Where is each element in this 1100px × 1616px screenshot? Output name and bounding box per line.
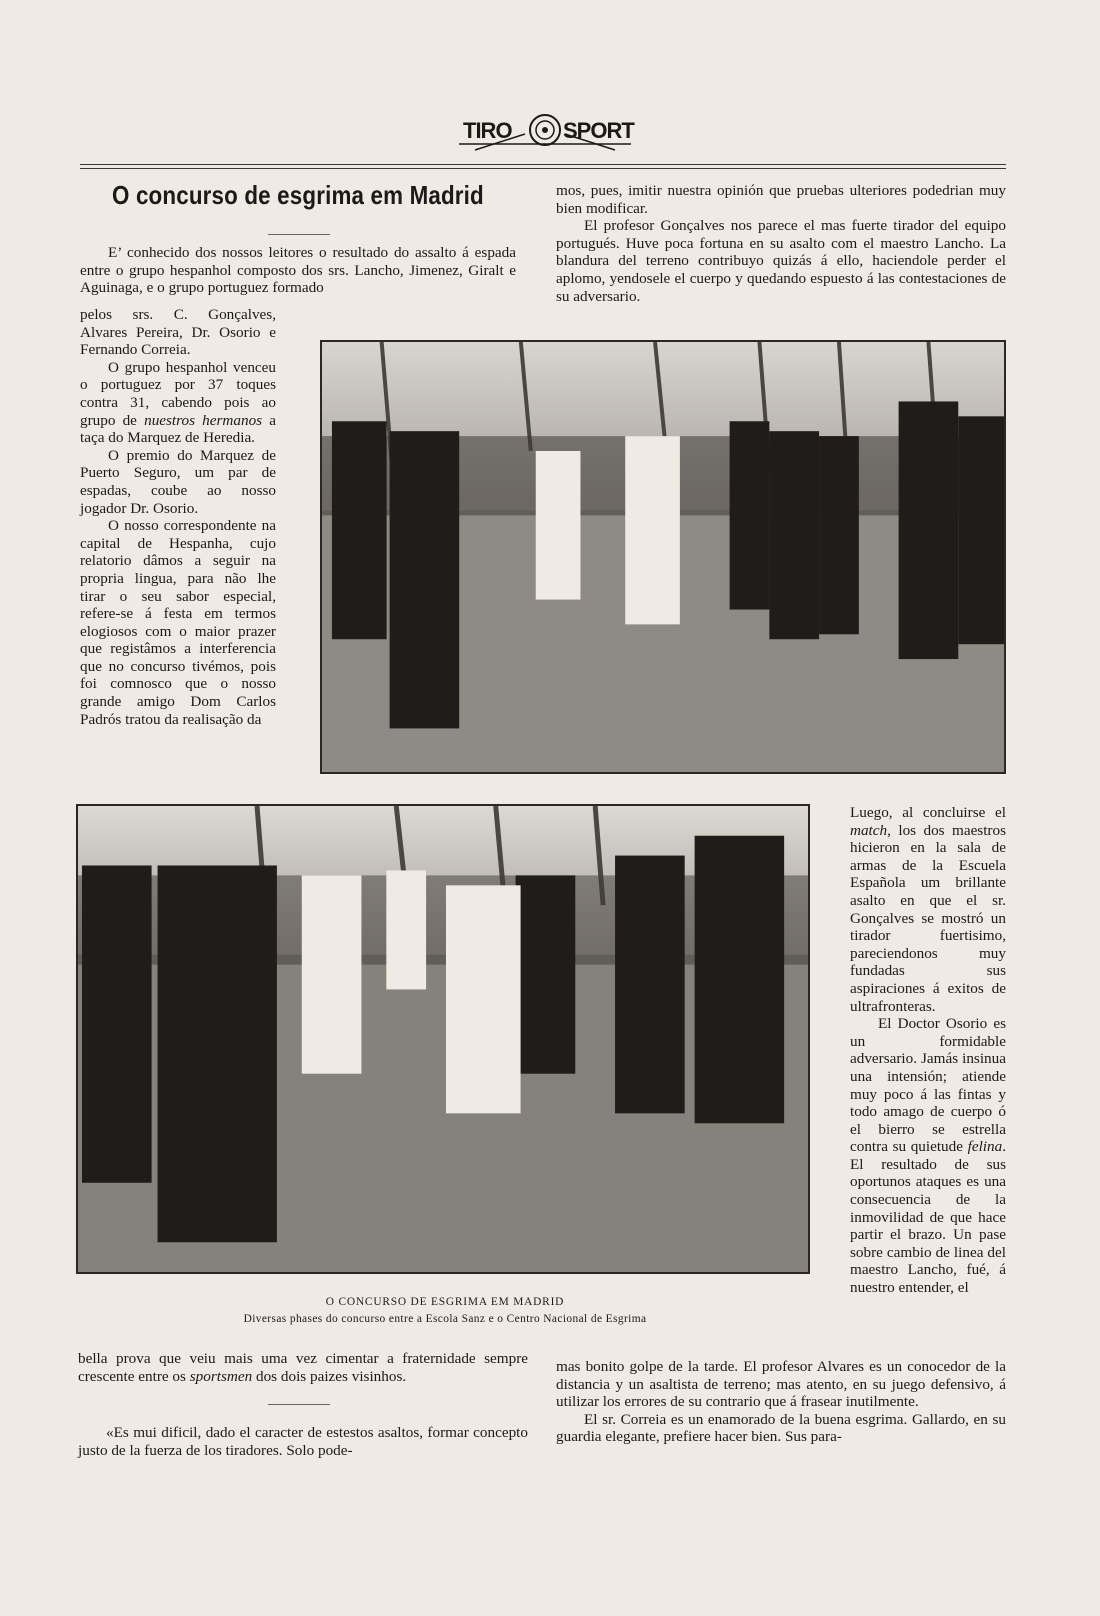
bottom-left-p1-b: dos dois paizes visinhos. bbox=[252, 1367, 407, 1385]
bottom-right-p1: mas bonito golpe de la tarde. El profesor Alvares es un conocedor de la distancia y un asaltista de terreno; mas atento, en su juego defensivo, á utilizar los errores de su contrario que á frasear inutilmente. bbox=[556, 1358, 1006, 1411]
right-mid-p1-em: match bbox=[850, 821, 888, 839]
header-rule-bottom bbox=[80, 168, 1006, 169]
article-title: O concurso de esgrima em Madrid bbox=[112, 180, 484, 210]
bottom-right-p2: El sr. Correia es un enamorado de la buena esgrima. Gallardo, en su guardia elegante, prefiere hacer bien. Sus para- bbox=[556, 1410, 1006, 1446]
right-mid-p2 bbox=[850, 1015, 1006, 1297]
bottom-left-p1-em: sportsmen bbox=[189, 1367, 253, 1385]
header-rule-top bbox=[80, 164, 1006, 165]
left-p2-a: O grupo hespanhol venceu o portuguez por 37 toques contra 31, cabendo pois ao grupo de bbox=[80, 358, 276, 429]
photo-caption bbox=[80, 1294, 810, 1328]
bottom-left-column bbox=[78, 1350, 528, 1385]
left-p2-b: a taça do Marquez de Heredia. bbox=[80, 411, 276, 447]
right-mid-p2-em: felina bbox=[967, 1138, 1003, 1156]
right-mid-p1 bbox=[850, 804, 1006, 1015]
section-divider bbox=[268, 1404, 330, 1405]
bottom-left-p2: «Es mui dificil, dado el caracter de estestos asaltos, formar concepto justo de la fuerza de los tiradores. Solo pode- bbox=[78, 1424, 528, 1459]
tiro-sport-logo-icon bbox=[455, 104, 635, 156]
right-top-column bbox=[556, 182, 1006, 305]
caption-title: O CONCURSO DE ESGRIMA EM MADRID bbox=[325, 1296, 565, 1308]
right-mid-p1-b: , los dos maestros hicieron en la sala de armas de la Escuela Española um brillante asalto en que el sr. Gonçalves se mostró un tirador fuertisimo, pareciendonos muy fundadas sus aspiraciones á exitos de ultrafronteras. bbox=[850, 821, 1006, 1015]
bottom-left-p1 bbox=[78, 1350, 528, 1385]
photo-fencing-bout-2 bbox=[76, 804, 810, 1274]
caption-subtitle: Diversas phases do concurso entre a Escola Sanz e o Centro Nacional de Esgrima bbox=[243, 1313, 647, 1325]
bottom-left-p1-a: bella prova que veiu mais uma vez cimentar a fraternidade sempre crescente entre os bbox=[78, 1350, 528, 1385]
right-mid-p1-a: Luego, al concluirse el bbox=[850, 804, 1006, 821]
svg-text:TIRO: TIRO bbox=[463, 118, 512, 143]
title-divider bbox=[268, 234, 330, 235]
left-p4: O nosso correspondente na capital de Hespanha, cujo relatorio dâmos a seguir na propria lingua, para não lhe tirar o seu sabor especial, refere-se á festa em termos elogiosos com o maior prazer que registâmos a interferencia que no concurso tivémos, pois foi comnosco que o nosso grande amigo Dom Carlos Padrós tratou da realisação da bbox=[80, 517, 276, 728]
intro-text: E’ conhecido dos nossos leitores o resultado do assalto á espada entre o grupo hespanhol composto dos srs. Lancho, Jimenez, Giralt e Aguinaga, e o grupo portuguez formado bbox=[80, 244, 516, 297]
photo-fencing-bout-1 bbox=[320, 340, 1006, 774]
right-mid-p2-a: El Doctor Osorio es un formidable adversario. Jamás insinua una intensión; atiende muy poco á las fintas y todo amago de cuerpo ó el bierro se estrella contra su quietude bbox=[850, 1015, 1006, 1156]
right-top-p2: El profesor Gonçalves nos parece el mas fuerte tirador del equipo portugués. Huve poca fortuna en su asalto com el maestro Lancho. La blandura del terreno contribuyo quizás á ello, haciendole perder el aplomo, yendosele el cuerpo y quedando espuesto á las contestaciones de su adversario. bbox=[556, 217, 1006, 305]
left-p2 bbox=[80, 359, 276, 447]
right-narrow-column bbox=[850, 804, 1006, 1297]
bottom-right-column bbox=[556, 1358, 1006, 1446]
left-p2-em: nuestros hermanos bbox=[144, 411, 263, 429]
right-mid-p2-b: . El resultado de sus oportunos ataques es una consecuencia de la inmovilidad de que hace partir el brazo. Un pase sobre cambio de linea del maestro Lancho, fué, á nuestro entender, el bbox=[850, 1138, 1006, 1297]
svg-text:SPORT: SPORT bbox=[563, 118, 634, 143]
left-p3: O premio do Marquez de Puerto Seguro, um par de espadas, coube ao nosso jogador Dr. Osorio. bbox=[80, 446, 276, 517]
bottom-left-quote bbox=[78, 1424, 528, 1459]
left-narrow-column bbox=[80, 306, 276, 728]
masthead-logo bbox=[455, 104, 635, 156]
intro-paragraph bbox=[80, 244, 516, 297]
left-p1: pelos srs. C. Gonçalves, Alvares Pereira, Dr. Osorio e Fernando Correia. bbox=[80, 306, 276, 359]
right-top-p1: mos, pues, imitir nuestra opinión que pruebas ulteriores podedrian muy bien modificar. bbox=[556, 182, 1006, 217]
